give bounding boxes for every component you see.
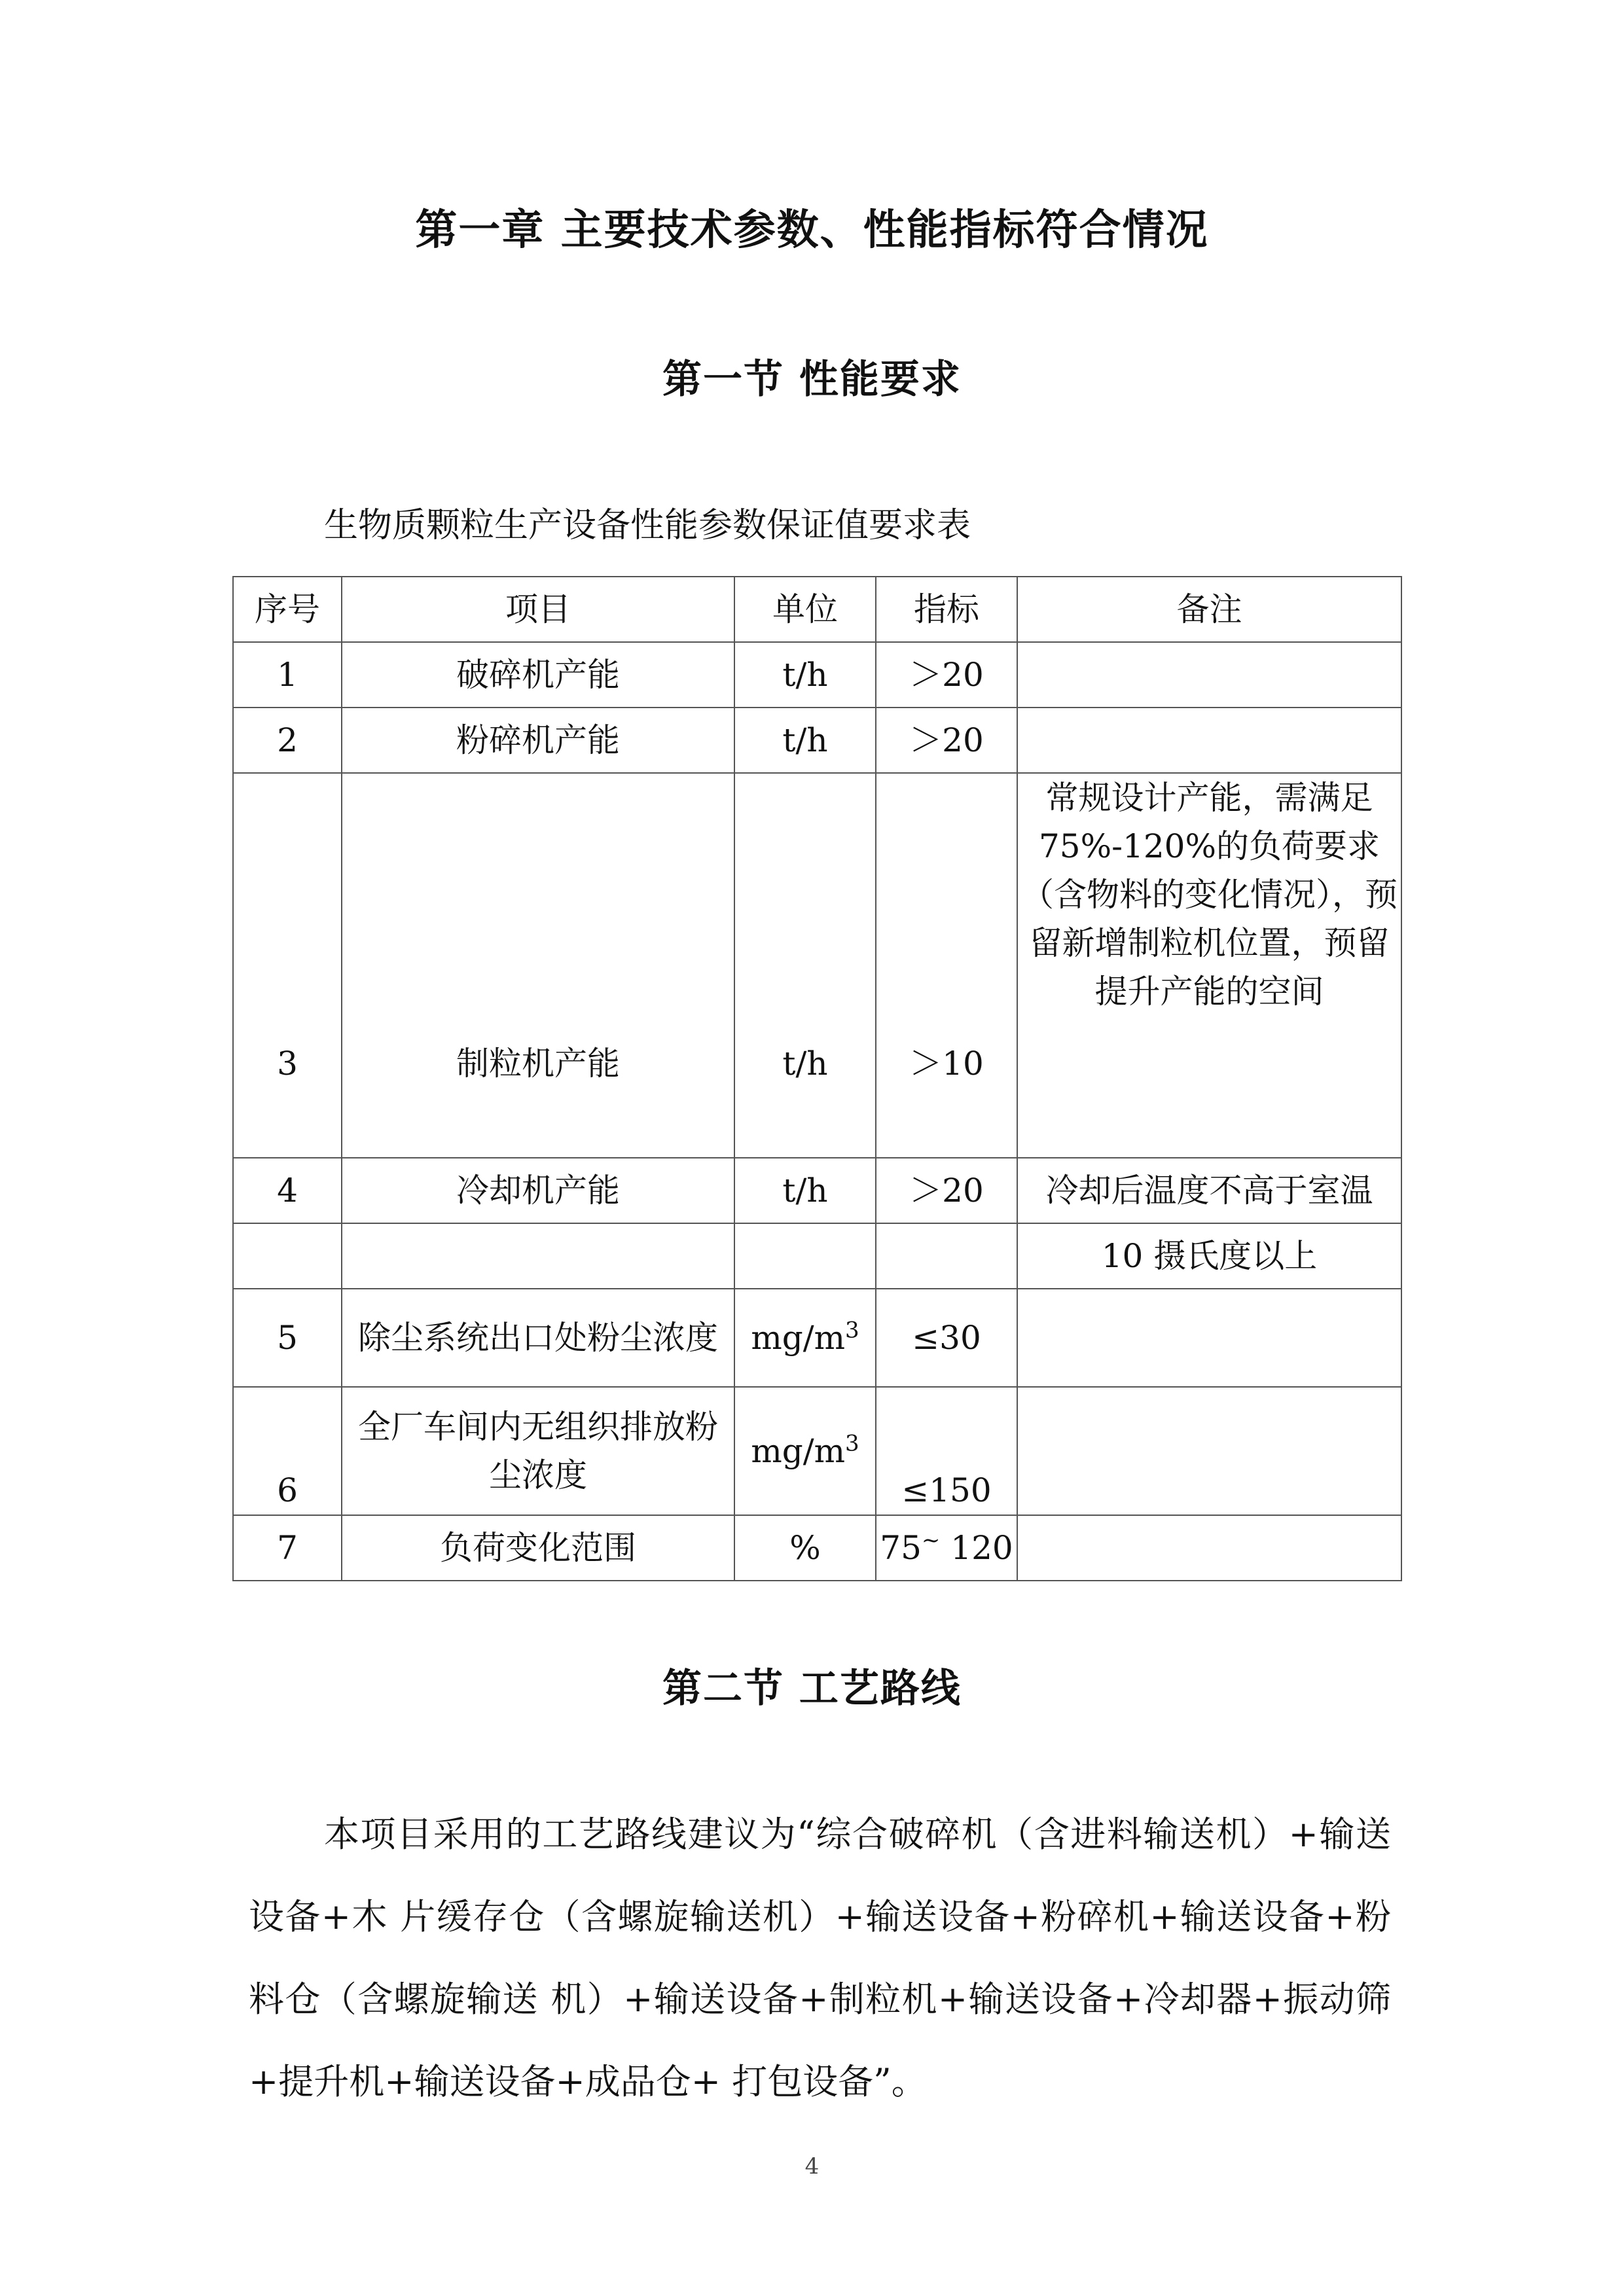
row-note — [1017, 1515, 1401, 1581]
row-item: 粉碎机产能 — [342, 708, 734, 773]
table-row — [233, 642, 1401, 708]
row-value: ＞20 — [876, 642, 1017, 708]
row-no: 2 — [233, 708, 342, 773]
row-note — [1017, 1387, 1401, 1515]
row-unit — [734, 1387, 876, 1515]
table-row — [233, 773, 1401, 1158]
page-number: 4 — [804, 2153, 820, 2179]
row-unit: t/h — [734, 708, 876, 773]
table-row — [233, 708, 1401, 773]
section-title-performance: 第一节 性能要求 — [662, 357, 962, 403]
row-note: 冷却后温度不高于室温 — [1017, 1158, 1401, 1223]
row-unit: t/h — [734, 773, 876, 1158]
table-row — [233, 1289, 1401, 1387]
row-no: 1 — [233, 642, 342, 708]
header-value: 指标 — [876, 577, 1017, 642]
row-unit — [734, 1223, 876, 1289]
row-item: 冷却机产能 — [342, 1158, 734, 1223]
range-tilde: ~ — [921, 1527, 941, 1554]
row-note — [1017, 642, 1401, 708]
row-note — [1017, 1289, 1401, 1387]
row-value: ＞20 — [876, 1158, 1017, 1223]
table-row — [233, 1223, 1401, 1289]
row-unit: % — [734, 1515, 876, 1581]
header-item: 项目 — [342, 577, 734, 642]
row-value: ≤150 — [876, 1387, 1017, 1515]
row-item: 制粒机产能 — [342, 773, 734, 1158]
row-value — [876, 1223, 1017, 1289]
row-item — [342, 1223, 734, 1289]
row-note: 10 摄氏度以上 — [1017, 1223, 1401, 1289]
row-item: 除尘系统出口处粉尘浓度 — [342, 1289, 734, 1387]
table-caption: 生物质颗粒生产设备性能参数保证值要求表 — [324, 506, 971, 545]
process-route-paragraph: 本项目采用的工艺路线建议为“综合破碎机（含进料输送机）+输送设备+木 片缓存仓（含螺旋输送机）+输送设备+粉碎机+输送设备+粉料仓（含螺旋输送 机）+输送设备+制粒机+输送设备+冷却器+振动筛+提升机+输送设备+成品仓+ 打包设备”。 — [249, 1814, 1391, 2102]
row-note: 常规设计产能，需满足75%-120%的负荷要求（含物料的变化情况），预留新增制粒机位置，预留提升产能的空间 — [1017, 773, 1401, 1158]
row-no: 5 — [233, 1289, 342, 1387]
row-no — [233, 1223, 342, 1289]
header-no: 序号 — [233, 577, 342, 642]
header-note: 备注 — [1017, 577, 1401, 642]
row-no: 4 — [233, 1158, 342, 1223]
unit-superscript: 3 — [845, 1317, 859, 1344]
unit-text: mg/m — [751, 1432, 846, 1470]
unit-text: mg/m — [751, 1319, 846, 1357]
row-value: ＞20 — [876, 708, 1017, 773]
range-start: 75 — [880, 1529, 922, 1567]
chapter-title: 第一章 主要技术参数、性能指标符合情况 — [415, 206, 1209, 255]
section-title-process-route: 第二节 工艺路线 — [662, 1666, 962, 1712]
table-row — [233, 1387, 1401, 1515]
performance-table — [232, 576, 1402, 1581]
range-end: 120 — [940, 1529, 1013, 1567]
row-item: 破碎机产能 — [342, 642, 734, 708]
row-note — [1017, 708, 1401, 773]
row-item: 负荷变化范围 — [342, 1515, 734, 1581]
table-header-row — [233, 577, 1401, 642]
row-no: 7 — [233, 1515, 342, 1581]
table-row — [233, 1515, 1401, 1581]
header-unit: 单位 — [734, 577, 876, 642]
row-value — [876, 1515, 1017, 1581]
unit-superscript: 3 — [845, 1430, 859, 1457]
table-row — [233, 1158, 1401, 1223]
row-value: ≤30 — [876, 1289, 1017, 1387]
row-unit: t/h — [734, 642, 876, 708]
row-unit: t/h — [734, 1158, 876, 1223]
row-item: 全厂车间内无组织排放粉 尘浓度 — [342, 1387, 734, 1515]
row-unit — [734, 1289, 876, 1387]
row-no: 3 — [233, 773, 342, 1158]
row-no: 6 — [233, 1387, 342, 1515]
row-value: ＞10 — [876, 773, 1017, 1158]
